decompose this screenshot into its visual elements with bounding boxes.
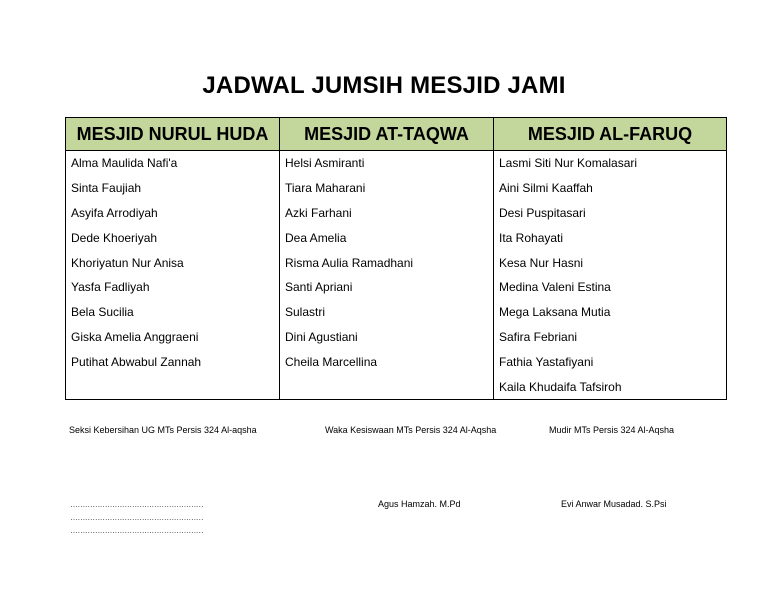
table-row: [66, 201, 727, 226]
table-cell: Risma Aulia Ramadhani: [280, 250, 494, 275]
column-header-at-taqwa: MESJID AT-TAQWA: [280, 118, 494, 151]
table-cell: Medina Valeni Estina: [494, 275, 727, 300]
signature-line-1: ………………………………………………: [70, 500, 204, 509]
table-cell: Ita Rohayati: [494, 225, 727, 250]
signature-role-middle: Waka Kesiswaan MTs Persis 324 Al-Aqsha: [325, 425, 497, 435]
table-cell: Lasmi Siti Nur Komalasari: [494, 151, 727, 176]
signature-name-right: Evi Anwar Musadad. S.Psi: [561, 499, 667, 509]
table-cell: Mega Laksana Mutia: [494, 300, 727, 325]
signature-name-middle: Agus Hamzah. M.Pd: [378, 499, 461, 509]
table-row: [66, 325, 727, 350]
table-cell: Asyifa Arrodiyah: [66, 201, 280, 226]
table-row: [66, 250, 727, 275]
table-cell: Khoriyatun Nur Anisa: [66, 250, 280, 275]
table-row: [66, 176, 727, 201]
table-cell: Aini Silmi Kaaffah: [494, 176, 727, 201]
table-cell: Fathia Yastafiyani: [494, 349, 727, 374]
table-cell: Sulastri: [280, 300, 494, 325]
table-cell: Kesa Nur Hasni: [494, 250, 727, 275]
table-cell: Alma Maulida Nafi'a: [66, 151, 280, 176]
table-row: [66, 300, 727, 325]
signature-role-right: Mudir MTs Persis 324 Al-Aqsha: [549, 425, 675, 435]
table-cell: Bela Sucilia: [66, 300, 280, 325]
table-row: [66, 275, 727, 300]
signature-line-2: ………………………………………………: [70, 513, 204, 522]
table-cell: Yasfa Fadliyah: [66, 275, 280, 300]
table-cell: [280, 374, 494, 399]
table-cell: Kaila Khudaifa Tafsiroh: [494, 374, 727, 399]
table-cell: Dini Agustiani: [280, 325, 494, 350]
table-cell: Desi Puspitasari: [494, 201, 727, 226]
table-cell: Giska Amelia Anggraeni: [66, 325, 280, 350]
table-row: [66, 374, 727, 399]
table-cell: Helsi Asmiranti: [280, 151, 494, 176]
table-cell: Azki Farhani: [280, 201, 494, 226]
table-cell: Sinta Faujiah: [66, 176, 280, 201]
table-cell: Cheila Marcellina: [280, 349, 494, 374]
table-row: [66, 349, 727, 374]
column-header-nurul-huda: MESJID NURUL HUDA: [66, 118, 280, 151]
table-cell: Putihat Abwabul Zannah: [66, 349, 280, 374]
table-cell: Dea Amelia: [280, 225, 494, 250]
table-cell: [66, 374, 280, 399]
table-cell: Safira Febriani: [494, 325, 727, 350]
table-header-row: [66, 118, 727, 151]
table-row: [66, 151, 727, 176]
signature-role-left: Seksi Kebersihan UG MTs Persis 324 Al-aqsha: [69, 425, 257, 435]
signature-line-3: ………………………………………………: [70, 526, 204, 535]
table-row: [66, 225, 727, 250]
schedule-table: [65, 117, 727, 400]
column-header-al-faruq: MESJID AL-FARUQ: [494, 118, 727, 151]
page-title: JADWAL JUMSIH MESJID JAMI: [202, 72, 566, 99]
table-cell: Santi Apriani: [280, 275, 494, 300]
table-cell: Dede Khoeriyah: [66, 225, 280, 250]
table-cell: Tiara Maharani: [280, 176, 494, 201]
